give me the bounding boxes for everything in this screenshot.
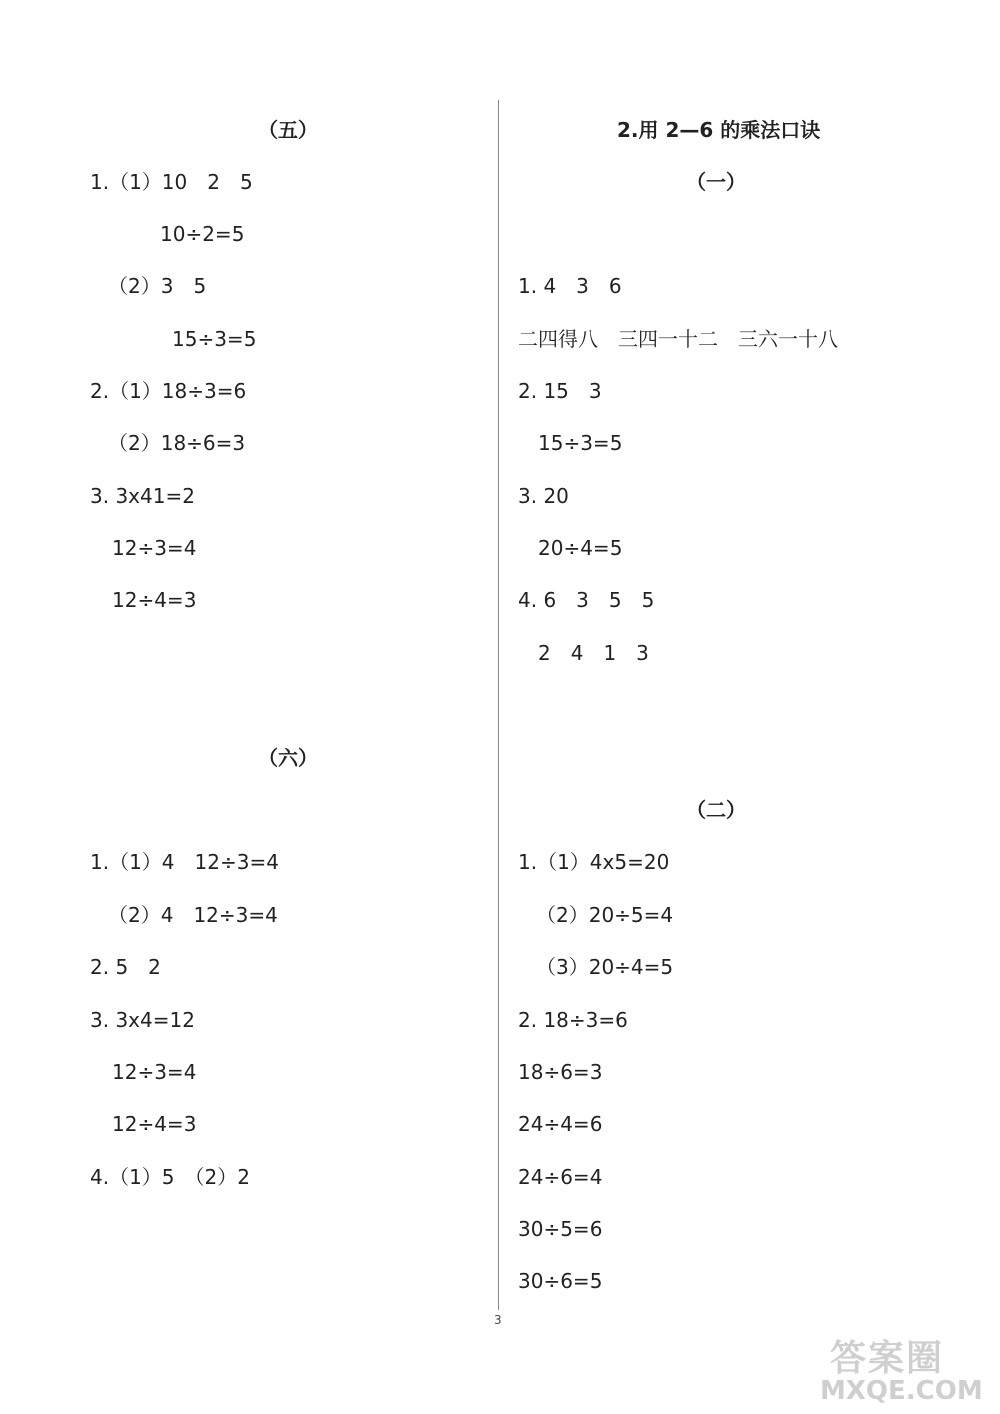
answer-line: 2. 18÷3=6 (518, 1008, 628, 1032)
answer-line: （2）4 12÷3=4 (108, 903, 278, 927)
answer-line: 12÷3=4 (112, 1060, 197, 1084)
answer-line: 15÷3=5 (172, 327, 257, 351)
answer-line: 12÷3=4 (112, 536, 197, 560)
answer-line: 1.（1）4 12÷3=4 (90, 850, 279, 874)
chapter-title: 2.用 2—6 的乘法口诀 (617, 118, 821, 142)
section-title-6: （六） (258, 746, 318, 770)
answer-line: 24÷6=4 (518, 1165, 603, 1189)
answer-line: 10÷2=5 (160, 222, 245, 246)
column-divider (498, 100, 499, 1310)
answer-line: 3. 3x41=2 (90, 484, 195, 508)
answer-line: 2. 5 2 (90, 955, 161, 979)
answer-line: 3. 3x4=12 (90, 1008, 195, 1032)
answer-line: 12÷4=3 (112, 588, 197, 612)
answer-line: 3. 20 (518, 484, 569, 508)
section-title-1: （一） (686, 170, 746, 194)
answer-line: 20÷4=5 (538, 536, 623, 560)
answer-line: 4.（1）5 （2）2 (90, 1165, 250, 1189)
watermark-logo: 答案圈 (830, 1338, 945, 1379)
answer-line: 二四得八 三四一十二 三六一十八 (518, 327, 838, 351)
answer-line: 2 4 1 3 (538, 641, 649, 665)
answer-line: 30÷5=6 (518, 1217, 603, 1241)
answer-line: 1. 4 3 6 (518, 274, 622, 298)
section-title-2: （二） (686, 798, 746, 822)
answer-line: 30÷6=5 (518, 1269, 603, 1293)
answer-line: 18÷6=3 (518, 1060, 603, 1084)
watermark (812, 1330, 992, 1410)
watermark-url: MXQE.COM (820, 1376, 983, 1406)
answer-line: 24÷4=6 (518, 1112, 603, 1136)
section-title-5: （五） (258, 118, 318, 142)
answer-line: （2）18÷6=3 (108, 431, 246, 455)
answer-line: 1.（1）10 2 5 (90, 170, 253, 194)
answer-line: （2）20÷5=4 (536, 903, 674, 927)
answer-line: （2）3 5 (108, 274, 207, 298)
answer-line: （3）20÷4=5 (536, 955, 674, 979)
answer-line: 1.（1）4x5=20 (518, 850, 670, 874)
answer-line: 12÷4=3 (112, 1112, 197, 1136)
answer-line: 2.（1）18÷3=6 (90, 379, 247, 403)
page-number: 3 (494, 1313, 502, 1327)
answer-line: 4. 6 3 5 5 (518, 588, 655, 612)
answer-line: 2. 15 3 (518, 379, 602, 403)
answer-line: 15÷3=5 (538, 431, 623, 455)
